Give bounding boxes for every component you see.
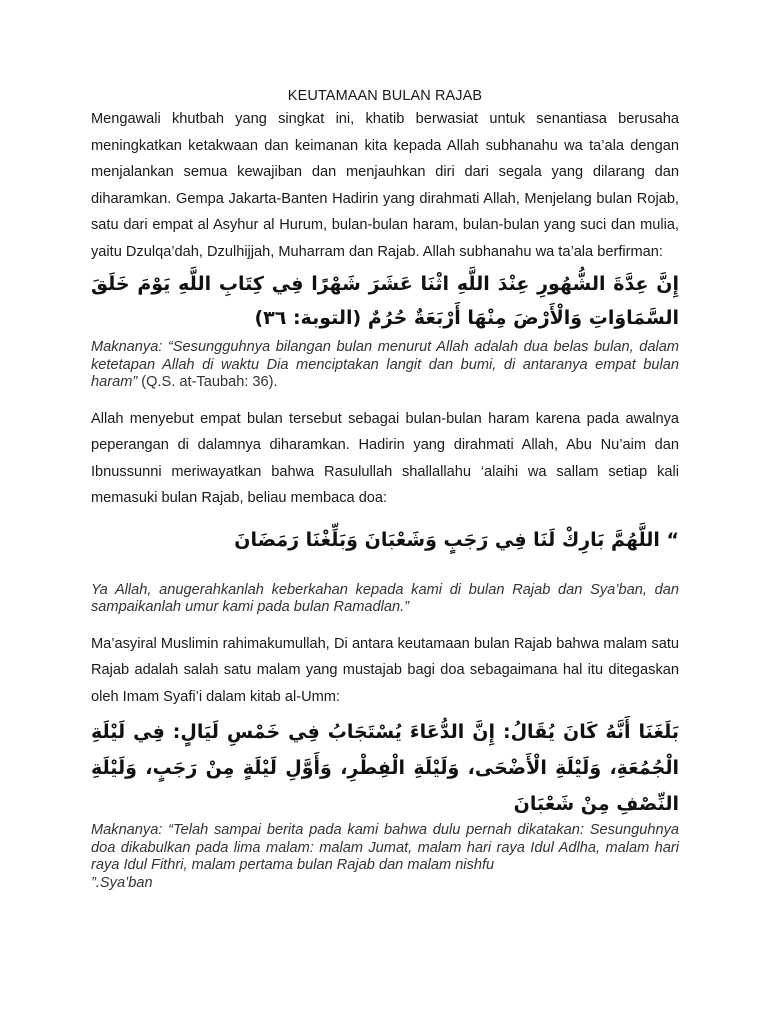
document-page <box>91 88 679 892</box>
verse-arabic-at-taubah: إِنَّ عِدَّةَ الشُّهُورِ عِنْدَ اللَّهِ اثْنَا عَشَرَ شَهْرًا فِي كِتَابِ اللَّهِ يَوْمَ خَلَقَ السَّمَاوَاتِ وَالْأَرْضَ مِنْهَا أَرْبَعَةٌ حُرُمٌ (التوبة: ٣٦) <box>91 273 679 329</box>
document-title: KEUTAMAAN BULAN RAJAB <box>287 88 483 104</box>
verse-translation <box>91 339 679 392</box>
prayer-translation <box>91 582 679 617</box>
virtue-paragraph: Ma’asyiral Muslimin rahimakumullah, Di antara keutamaan bulan Rajab bahwa malam satu Rajab adalah salah satu malam yang mustajab bagi doa sebagaimana hal itu ditegaskan oleh Imam Syafi’i dalam kitab al-Umm: <box>91 635 679 705</box>
rajab-haram-paragraph: Allah menyebut empat bulan tersebut sebagai bulan-bulan haram karena pada awalnya peperangan di dalamnya diharamkan. Hadirin yang dirahmati Allah, Abu Nu’aim dan Ibnussunni meriwayatkan bahwa Rasulullah shallallahu ‘alaihi wa sallam setiap kali memasuki bulan Rajab, beliau membaca doa: <box>91 410 679 506</box>
prayer-translation-text: Ya Allah, anugerahkanlah keberkahan kepada kami di bulan Rajab dan Sya’ban, dan sampaikanlah umur kami pada bulan Ramadlan.” <box>91 581 679 615</box>
imam-syafii-quote-arabic: بَلَغَنَا أَنَّهُ كَانَ يُقَالُ: إِنَّ الدُّعَاءَ يُسْتَجَابُ فِي خَمْسِ لَيَالٍ: فِي لَيْلَةِ الْجُمُعَةِ، وَلَيْلَةِ الْأَضْحَى، وَلَيْلَةِ الْفِطْرِ، وَأَوَّلِ لَيْلَةٍ مِنْ رَجَبٍ، وَلَيْلَةِ النِّصْفِ مِنْ شَعْبَانَ <box>91 721 679 815</box>
quote-translation <box>91 822 679 892</box>
verse-translation-text: Maknanya: “Sesungguhnya bilangan bulan menurut Allah adalah dua belas bulan, dalam ketetapan Allah di waktu Dia menciptakan langit dan bumi, di antaranya empat bulan haram” <box>91 339 679 390</box>
quote-translation-tail: ”.Sya’ban <box>91 874 153 891</box>
opening-paragraph: Mengawali khutbah yang singkat ini, khatib berwasiat untuk senantiasa berusaha meningkatkan ketakwaan dan keimanan kita kepada Allah subhanahu wa ta’ala dengan menjalankan semua kewajiban dan menjauhkan diri dari segala yang dilarang dan diharamkan. Gempa Jakarta-Banten Hadirin yang dirahmati Allah, Menjelang bulan Rojab, satu dari empat al Asyhur al Hurum, bulan-bulan haram, bulan-bulan yang suci dan mulia, yaitu Dzulqa’dah, Dzulhijjah, Muharram dan Rajab. Allah subhanahu wa ta’ala berfirman: <box>91 111 679 260</box>
prayer-arabic: “ اللَّهُمَّ بَارِكْ لَنَا فِي رَجَبٍ وَشَعْبَانَ وَبَلِّغْنَا رَمَضَانَ <box>234 528 679 551</box>
quote-translation-text: Maknanya: “Telah sampai berita pada kami bahwa dulu pernah dikatakan: Sesunguhnya doa dikabulkan pada lima malam: malam Jumat, malam hari raya Idul Adlha, malam hari raya Idul Fithri, malam pertama bulan Rajab dan malam nishfu <box>91 822 679 873</box>
verse-reference: (Q.S. at-Taubah: 36). <box>137 374 278 390</box>
